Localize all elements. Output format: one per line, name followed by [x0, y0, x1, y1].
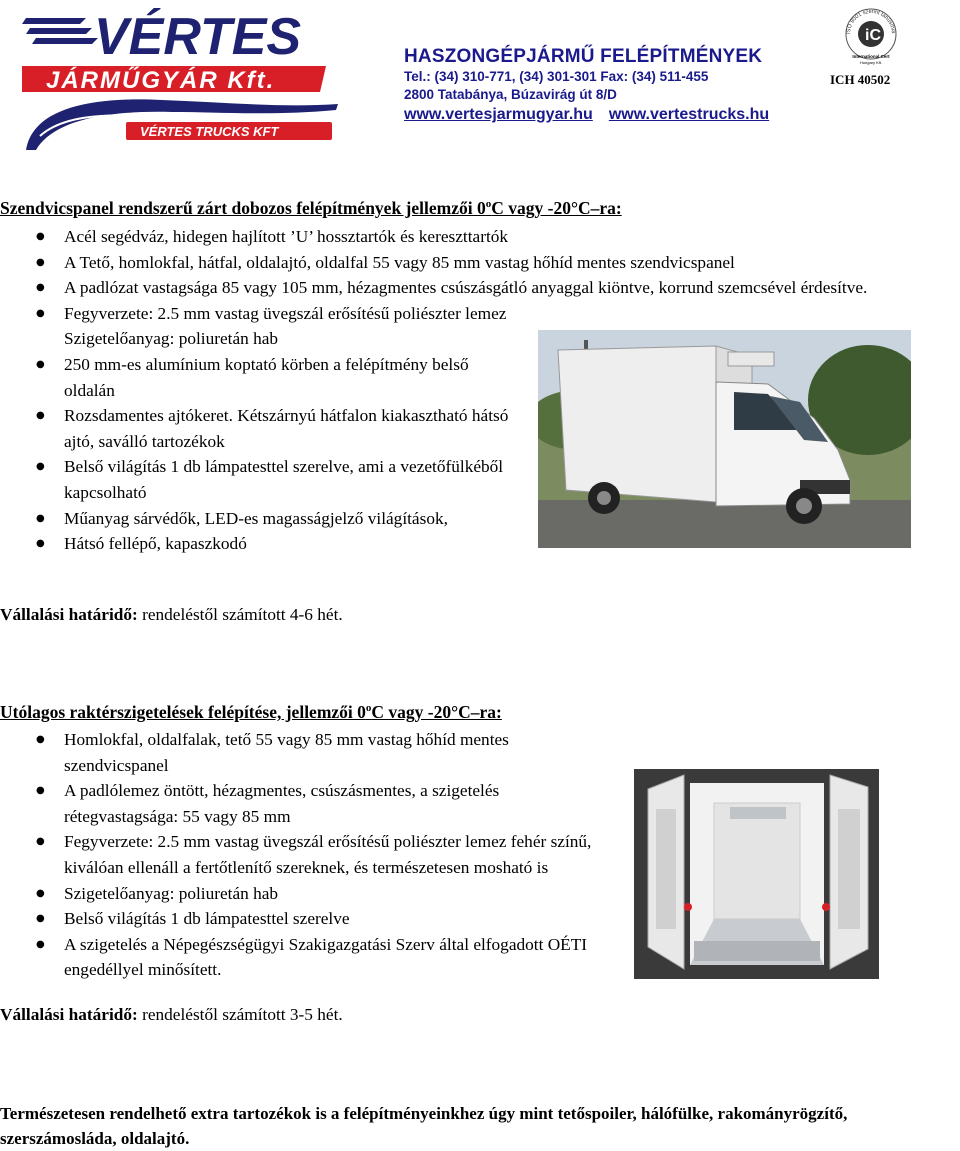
section-2-features: [28, 727, 624, 983]
list-item: ● Fegyverzete: 2.5 mm vastag üvegszál erősítésű poliészter lemez Szigetelőanyag: poliuretán hab: [28, 301, 524, 352]
svg-text:Hungary Kft.: Hungary Kft.: [859, 60, 883, 65]
list-item: ● Hátsó fellépő, kapaszkodó: [28, 531, 484, 557]
company-info: [404, 46, 785, 126]
section-1-title: Szendvicspanel rendszerű zárt dobozos felépítmények jellemzői 0$^o$C vagy -20°C–ra:: [0, 198, 622, 218]
list-item: ● Műanyag sárvédők, LED-es magasságjelző világítások,: [28, 506, 484, 532]
certification-seal: [844, 6, 898, 68]
list-item: ● A szigetelés a Népegészségügyi Szakigazgatási Szerv által elfogadott OÉTI engedéllyel minősített.: [28, 932, 624, 983]
list-item: ● Fegyverzete: 2.5 mm vastag üvegszál erősítésű poliészter lemez fehér színű, kiválóan ellenáll a fertőtlenítő szereknek, és természetesen mosható is: [28, 829, 624, 880]
list-item: ● A padlózat vastagsága 85 vagy 105 mm, hézagmentes csúszásgátló anyaggal kiöntve, korrund szemcsével érdesítve.: [28, 275, 944, 301]
logo-band-text: VÉRTES TRUCKS KFT: [140, 124, 279, 139]
logo-wordmark: VÉRTES: [94, 8, 302, 66]
company-logo: [22, 4, 340, 154]
svg-text:iC: iC: [865, 27, 881, 44]
company-title: HASZONGÉPJÁRMŰ FELÉPÍTMÉNYEK: [404, 46, 763, 67]
company-websites: [404, 104, 785, 126]
list-item: ● Szigetelőanyag: poliuretán hab: [28, 881, 624, 907]
list-item: ● 250 mm-es alumínium koptató körben a felépítmény belső oldalán: [28, 352, 494, 403]
list-item: ● A padlólemez öntött, hézagmentes, csúszásmentes, a szigetelés rétegvastagsága: 55 vagy 85 mm: [28, 778, 564, 829]
svg-text:International Cert: International Cert: [852, 54, 890, 59]
logo-subtitle: JÁRMŰGYÁR Kft.: [46, 67, 276, 94]
extras-note: Természetesen rendelhető extra tartozékok is a felépítményeinkhez úgy mint tetőspoiler, hálófülke, rakományrögzítő, szerszámosláda, oldalajtó.: [0, 1104, 848, 1148]
insulated-cargo-photo: [634, 769, 879, 979]
list-item: ● Belső világítás 1 db lámpatesttel szerelve, ami a vezetőfülkéből kapcsolható: [28, 454, 534, 505]
section-2-deadline: Vállalási határidő: rendeléstől számított 3-5 hét.: [0, 1005, 343, 1024]
list-item: ● Homlokfal, oldalfalak, tető 55 vagy 85 mm vastag hőhíd mentes szendvicspanel: [28, 727, 584, 778]
list-item: ● Rozsdamentes ajtókeret. Kétszárnyú hátfalon kiakasztható hátsó ajtó, saválló tartozékok: [28, 403, 534, 454]
company-address: 2800 Tatabánya, Búzavirág út 8/D: [404, 87, 617, 102]
certificate-number: ICH 40502: [830, 72, 891, 87]
list-item: ● A Tető, homlokfal, hátfal, oldalajtó, oldalfal 55 vagy 85 mm vastag hőhíd mentes szendvicspanel: [28, 250, 944, 276]
svg-text:ISO 9001 szerint tanúsítva: ISO 9001 szerint tanúsítva: [845, 8, 897, 35]
section-2-title: Utólagos raktérszigetelések felépítése, jellemzői 0$^o$C vagy -20°C–ra:: [0, 702, 502, 722]
company-phone: Tel.: (34) 310-771, (34) 301-301 Fax: (34) 511-455: [404, 69, 709, 84]
refrigerated-van-photo: [538, 330, 911, 548]
website-link-1[interactable]: www.vertesjarmugyar.hu: [404, 106, 593, 123]
section-1-deadline: Vállalási határidő: rendeléstől számított 4-6 hét.: [0, 605, 343, 624]
list-item: ● Acél segédváz, hidegen hajlított ’U’ hossztartók és kereszttartók: [28, 224, 944, 250]
list-item: ● Belső világítás 1 db lámpatesttel szerelve: [28, 906, 624, 932]
website-link-2[interactable]: www.vertestrucks.hu: [608, 106, 770, 123]
